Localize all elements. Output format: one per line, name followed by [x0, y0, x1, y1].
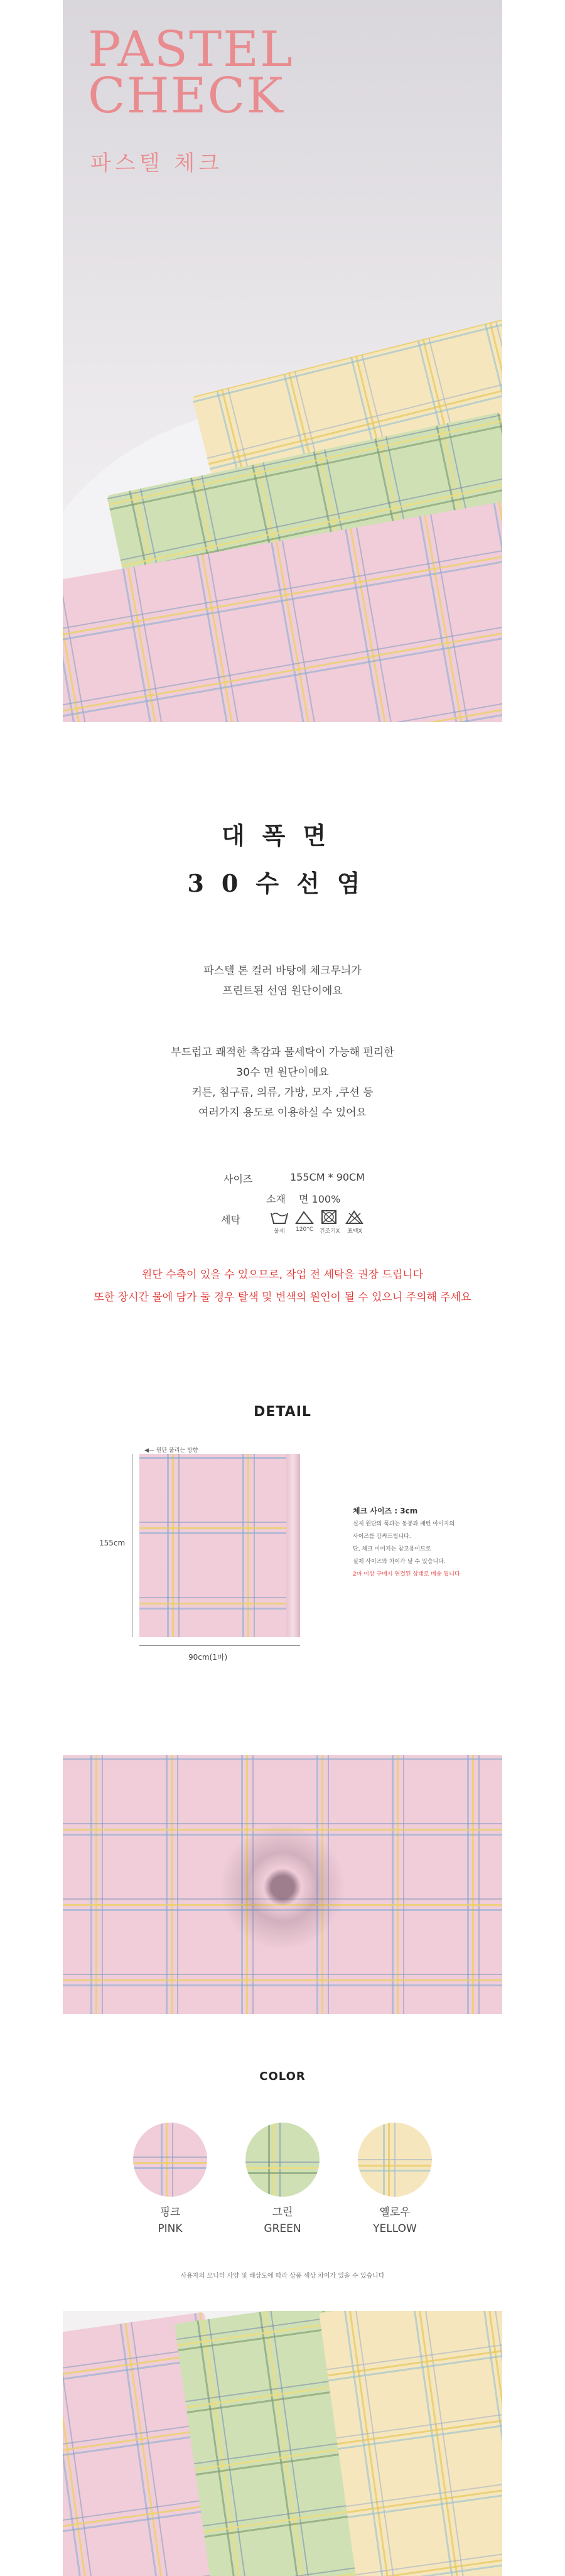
hero-photo: [63, 0, 502, 722]
material-label: 소재: [266, 1193, 286, 1205]
bottom-fabric-photo: [63, 2311, 502, 2576]
wash-caption-3: 건조기X: [319, 1228, 340, 1235]
unroll-direction: ◀— 원단 풀리는 방향: [144, 1448, 198, 1454]
swatch-green: [245, 2123, 320, 2197]
hand-wash-icon: [270, 1210, 289, 1225]
description-1: 파스텔 톤 컬러 바탕에 체크무늬가 프린트된 선염 원단이에요: [203, 965, 362, 997]
color-disclaimer: 사용자의 모니터 사양 및 해상도에 따라 상품 색상 차이가 있을 수 있습니다: [180, 2273, 385, 2280]
size-value: 155CM * 90CM: [290, 1171, 365, 1183]
shipping-note: 2마 이상 구매시 연결된 상태로 배송 됩니다: [353, 1571, 460, 1578]
wash-temp-icon: [295, 1210, 314, 1225]
width-label: 90cm(1마): [188, 1653, 228, 1662]
swirl-fabric-photo: [63, 1755, 502, 2014]
swatch-yellow: [358, 2123, 432, 2197]
fabric-roll-edge: [286, 1454, 300, 1637]
hero-subtitle: 파스텔 체크: [90, 151, 223, 176]
material-value: 면 100%: [299, 1193, 341, 1205]
no-dryclean-icon: [320, 1210, 339, 1225]
detail-swatch: [139, 1454, 286, 1637]
width-dimension-line: [139, 1645, 300, 1646]
detail-heading: DETAIL: [254, 1404, 311, 1420]
check-size: 체크 사이즈 : 3cm: [353, 1507, 418, 1515]
notice: 원단 수축이 있을 수 있으므로, 작업 전 세탁을 권장 드립니다 또한 장시간 물에 담가 둘 경우 탈색 및 변색의 원인이 될 수 있으니 주의해 주세요: [94, 1269, 471, 1304]
wash-caption-4: 표백X: [347, 1228, 362, 1235]
wash-caption-2: 120°C: [296, 1226, 313, 1233]
size-label: 사이즈: [223, 1173, 253, 1185]
detail-notes: 체크 사이즈 : 3cm 실제 원단의 폭과는 동봉과 패턴 아이지의 사이즈를 감싸드립니다. 단, 체크 이미지는 참고용이므로 실제 사이즈와 차이가 날 수 있습니다. 2마 이상 구매시 연결된 상태로 배송 됩니다: [353, 1504, 516, 1581]
intro-title-line2: 30수선염: [187, 869, 378, 897]
wash-label: 세탁: [221, 1214, 240, 1226]
color-heading: COLOR: [259, 2070, 306, 2083]
wash-caption-1: 물세: [274, 1228, 285, 1235]
no-bleach-icon: [345, 1210, 364, 1225]
swatch-pink: [133, 2123, 207, 2197]
height-label: 155cm: [99, 1539, 126, 1547]
swatch-pink-label: 핑크 PINK: [158, 2206, 183, 2235]
hero-title: PASTEL CHECK: [88, 21, 294, 124]
intro-title-line1: 대폭면: [221, 821, 344, 850]
swatch-green-label: 그린 GREEN: [264, 2206, 301, 2235]
arrow-left-icon: ◀—: [144, 1448, 154, 1454]
description-2: 부드럽고 쾌적한 촉감과 물세탁이 가능해 편리한 30수 면 원단이에요 커튼, 침구류, 의류, 가방, 모자 ,쿠션 등 여러가지 용도로 이용하실 수 있어요: [171, 1046, 394, 1119]
swatch-yellow-label: 옐로우 YELLOW: [373, 2206, 417, 2235]
